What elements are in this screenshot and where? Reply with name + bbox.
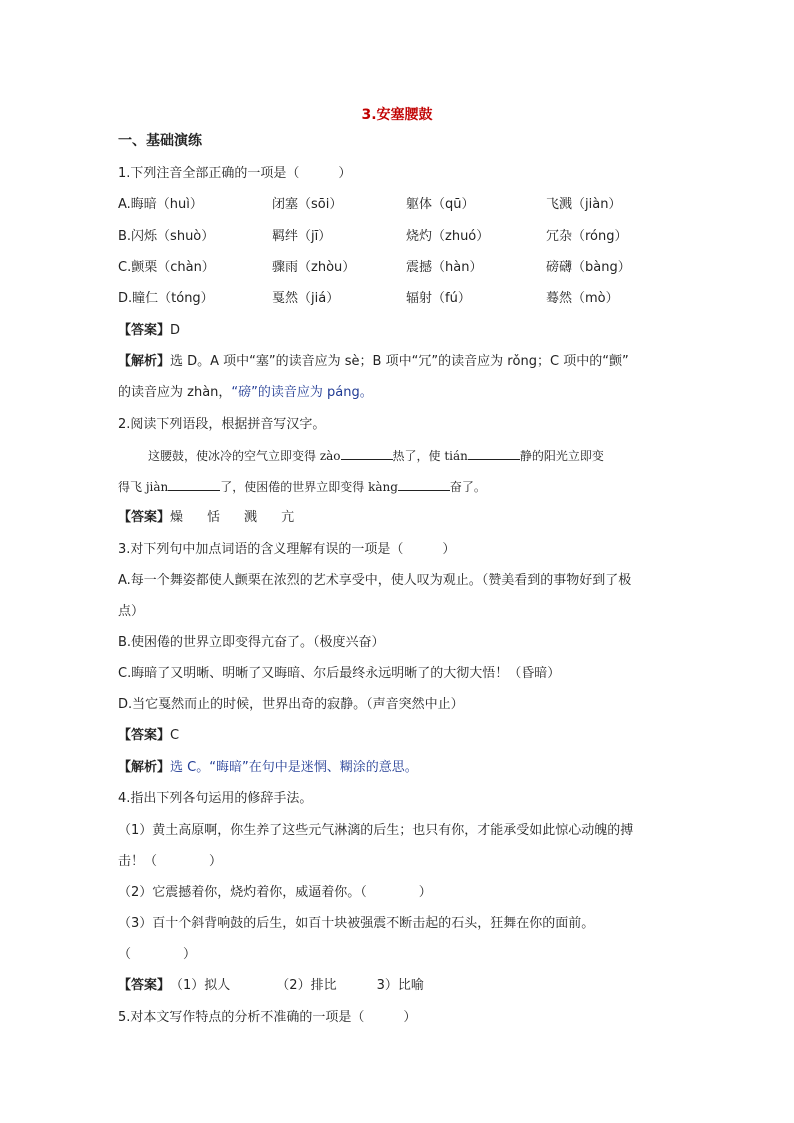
answer-item: 3）比喻 [376, 978, 424, 993]
fill-blank [168, 478, 220, 491]
analysis-label: 【解析】 [118, 760, 171, 775]
q1-option-b-2: 羁绊（jī） [272, 229, 332, 244]
question-3-stem: 3.对下列句中加点词语的含义理解有误的一项是（ ） [118, 542, 456, 557]
q1-option-d-1: D.瞳仁（tóng） [118, 291, 214, 306]
q2-passage-line-1 [148, 447, 604, 465]
question-4-stem: 4.指出下列各句运用的修辞手法。 [118, 791, 313, 806]
passage-text: 了，使困倦的世界立即变得 kàng [220, 480, 398, 494]
fill-blank [341, 447, 393, 460]
q1-option-d-2: 戛然（jiá） [272, 291, 340, 306]
q3-option-b: B.使困倦的世界立即变得亢奋了。（极度兴奋） [118, 635, 385, 650]
q3-option-c: C.晦暗了又明晰、明晰了又晦暗、尔后最终永远明晰了的大彻大悟！（昏暗） [118, 666, 561, 681]
q1-option-c-1: C.颤栗（chàn） [118, 260, 215, 275]
answer-word: 亢 [281, 510, 295, 525]
answer-label: 【答案】 [118, 510, 171, 525]
q1-option-a-3: 躯体（qū） [406, 197, 475, 212]
passage-text: 热了，使 tián [392, 449, 468, 463]
q4-sentence-3-line-2: （ ） [118, 947, 197, 962]
answer-value: D [170, 323, 181, 338]
passage-text: 得飞 jiàn [118, 480, 169, 494]
analysis-text: 选 D。A 项中“塞”的读音应为 sè；B 项中“冗”的读音应为 rǒng；C 项中的“颤” [170, 354, 629, 369]
q1-option-b-1: B.闪烁（shuò） [118, 229, 215, 244]
q1-option-b-3: 烧灼（zhuó） [406, 229, 490, 244]
q4-sentence-2: （2）它震撼着你，烧灼着你，威逼着你。（ ） [118, 885, 432, 900]
q2-answer [118, 509, 318, 527]
answer-value: C [170, 728, 180, 743]
q1-option-a-4: 飞溅（jiàn） [546, 197, 622, 212]
q3-option-a-line-1: A.每一个舞姿都使人颤栗在浓烈的艺术享受中，使人叹为观止。（赞美看到的事物好到了极 [118, 573, 632, 588]
analysis-text: 选 C。“晦暗”在句中是迷惘、糊涂的意思。 [170, 760, 418, 775]
q4-sentence-3-line-1: （3）百十个斜背响鼓的后生，如百十块被强震不断击起的石头，狂舞在你的面前。 [118, 916, 595, 931]
q4-sentence-1-line-1: （1）黄土高原啊，你生养了这些元气淋漓的后生；也只有你，才能承受如此惊心动魄的搏 [118, 823, 634, 838]
answer-label: 【答案】 [118, 978, 171, 993]
q1-option-a-1: A.晦暗（huì） [118, 197, 203, 212]
answer-word: 燥 [170, 510, 184, 525]
answer-word: 恬 [207, 510, 221, 525]
question-5-stem: 5.对本文写作特点的分析不准确的一项是（ ） [118, 1010, 417, 1025]
q1-option-d-3: 辐射（fú） [406, 291, 471, 306]
q1-option-c-3: 震撼（hàn） [406, 260, 483, 275]
q3-answer [118, 727, 179, 745]
fill-blank [398, 478, 450, 491]
q3-option-a-line-2: 点） [118, 604, 145, 619]
analysis-text: 的读音应为 zhàn， [118, 385, 232, 400]
answer-item: （2）排比 [276, 978, 337, 993]
q1-analysis-line-2 [118, 384, 373, 402]
section-heading: 一、基础演练 [118, 133, 202, 149]
page-title: 3.安塞腰鼓 [361, 107, 433, 123]
answer-word: 溅 [244, 510, 258, 525]
passage-text: 静的阳光立即变 [519, 449, 604, 463]
analysis-text-highlight: “磅”的读音应为 páng。 [231, 385, 373, 400]
answer-label: 【答案】 [118, 728, 171, 743]
q1-analysis-line-1 [118, 353, 629, 371]
analysis-label: 【解析】 [118, 354, 171, 369]
q1-answer [118, 322, 180, 340]
q3-option-d: D.当它戛然而止的时候，世界出奇的寂静。（声音突然中止） [118, 697, 464, 712]
q1-option-c-4: 磅礴（bàng） [546, 260, 631, 275]
q4-answer [118, 977, 448, 995]
q3-analysis [118, 759, 418, 777]
q1-option-a-2: 闭塞（sōi） [272, 197, 343, 212]
q1-option-d-4: 蓦然（mò） [546, 291, 619, 306]
answer-label: 【答案】 [118, 323, 171, 338]
q1-option-c-2: 骤雨（zhòu） [272, 260, 356, 275]
fill-blank [468, 447, 520, 460]
q1-option-b-4: 冗杂（róng） [546, 229, 628, 244]
question-1-stem: 1.下列注音全部正确的一项是（ ） [118, 166, 352, 181]
passage-text: 奋了。 [449, 480, 486, 494]
question-2-stem: 2.阅读下列语段，根据拼音写汉字。 [118, 417, 326, 432]
q4-sentence-1-line-2: 击！（ ） [118, 854, 223, 869]
q2-passage-line-2 [118, 478, 486, 496]
answer-item: （1）拟人 [170, 978, 231, 993]
passage-text: 这腰鼓，使冰冷的空气立即变得 zào [148, 449, 341, 463]
